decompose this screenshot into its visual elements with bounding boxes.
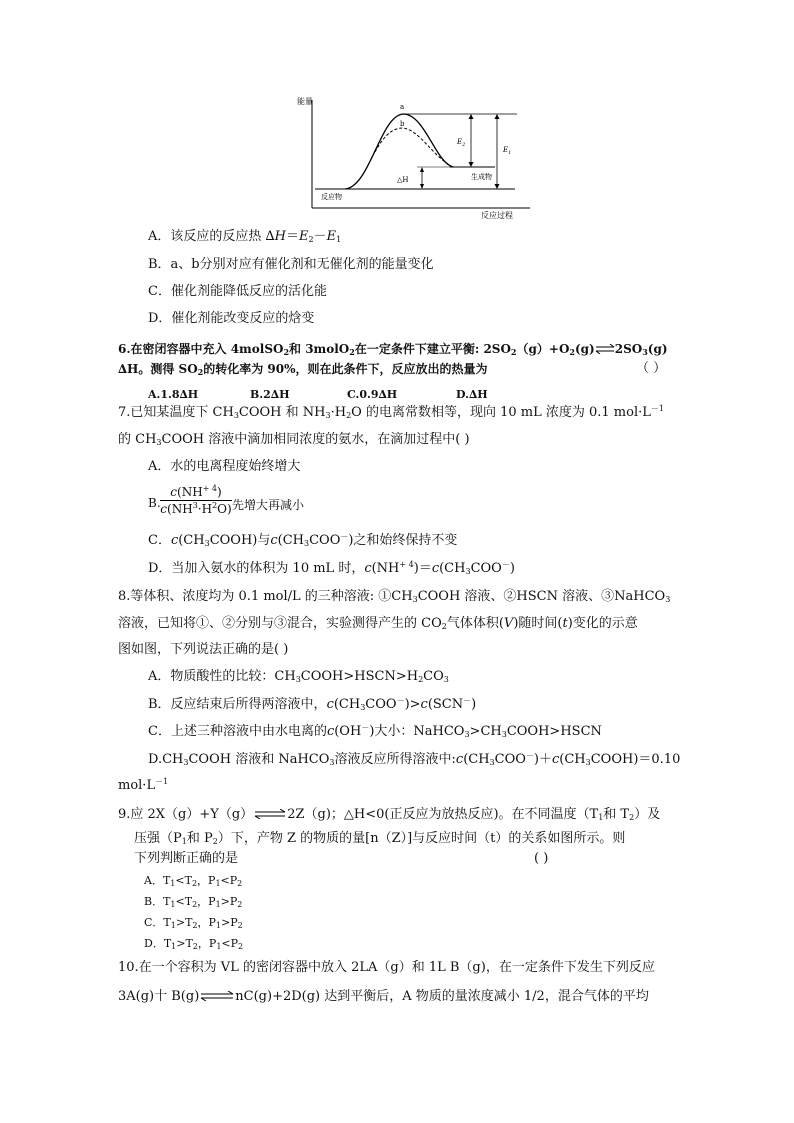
q7-stem-line2: 的 $CH_3COOH$ 溶液中滴加相同浓度的氨水，在滴加过程中( ) [118,432,470,447]
q9-option-b: B．$T_1<T_2$，$P_1>P_2$ [144,895,243,909]
e2-arrow-head-top [469,114,474,119]
q9-answer-paren: ( ) [534,851,549,866]
q10-stem-line2: 3A(g)十 B(g) nC(g)+2D(g) 达到平衡后，A 物质的量浓度减小 1/2，混合气体的平均 [118,989,649,1004]
q6-answer-paren: （ ） [636,361,667,376]
e2-arrow-head-bottom [469,162,474,167]
energy-diagram [285,92,545,222]
q9-option-c: C．$T_1>T_2$，$P_1>P_2$ [144,916,243,930]
q7-option-a: A．水的电离程度始终增大 [148,459,301,474]
q8-option-d: $D.CH_3COOH$ 溶液和 NaHCO$_3$溶液反应所得溶液中$:c(CH_3COO^-)+c(CH_3COOH)=0.10$ [148,751,681,767]
q6-option-d: D.∆H [456,388,488,401]
q8-stem-line1: 8.等体积、浓度均为 0.1 mol/L 的三种溶液: $①CH_3COOH$ 溶液、②HSCN 溶液、③NaHCO$_3$ [118,589,671,604]
q7-stem-line1: 7.已知某温度下 $CH_3COOH$ 和 $NH_3\cdot H_2O$ 的电离常数相等，现向 10 mL 浓度为 0.1 $mol\cdot L^{-1}$ [118,404,664,420]
dh-label: △H [397,176,409,184]
q9-stem-line1: 9.应 2X（g）+Y（g） 2Z（g)；△H<0(正反应为放热反应)。在不同温度（$T_1$和 $T_2$）及 [118,807,661,822]
x-axis-label: 反应过程 [481,211,513,220]
q8-stem-line2: 溶液，已知将①、②分别与③混合，实验测得产生的 $CO_2$气体体积(V)随时间(t)变化的示意 [118,616,638,631]
y-axis-label-1: 能量 [297,97,313,106]
q9-option-a: A．$T_1<T_2$，$P_1<P_2$ [144,874,243,888]
q8-option-d-line2: $mol\cdot L^{-1}$ [118,777,169,793]
q6-stem-line1: 6.在密闭容器中充入 4molSO$_2$和 3molO$_2$在一定条件下建立平衡: $2SO_2(g)+O_2(g)$ $2SO_3(g)$ [118,342,668,357]
q5-option-a: A．该反应的反应热 $\Delta H=E_2-E_1$ [148,229,342,244]
reactant-label: 反应物 [321,193,342,201]
q9-stem-line2: 压强（$P_1$和 $P_2$）下，产物 Z 的物质的量[n（Z）]与反应时间（t）的关系如图所示。则 [134,831,626,846]
e2-label: $E_2$ [457,138,466,148]
q6-option-b: B.2∆H [250,388,290,401]
q8-option-c: C．上述三种溶液中由水电离的c(OH－)大小：$NaHCO_3>CH_3COOH>HSCN$ [148,723,602,739]
q5-option-d: D．催化剂能改变反应的焓变 [148,311,315,326]
q6-option-a: A.1.8∆H [148,388,199,401]
dh-arrow-head-bottom [420,184,424,189]
product-label: 生成物 [471,173,492,181]
equilibrium-arrow-icon [595,341,615,351]
equilibrium-arrow-icon [253,807,287,817]
q8-stem-line3: 图如图，下列说法正确的是( ) [118,642,289,657]
e1-label: $E_1$ [503,146,512,156]
q5-option-b: B．a、b分别对应有催化剂和无催化剂的能量变化 [148,257,434,272]
q8-option-a: A．物质酸性的比较：$CH_3COOH>HSCN>H_2CO_3$ [148,669,449,684]
q7-option-c: C．$c(CH_3COOH)$与$c(CH_3COO^-)$之和始终保持不变 [148,532,458,548]
e1-arrow-head-top [495,114,500,119]
q5-option-c: C．催化剂能降低反应的活化能 [148,284,327,299]
q9-option-d: D．$T_1>T_2$，$P_1<P_2$ [144,937,244,951]
dh-arrow-head-top [420,167,424,172]
curve-b [375,128,453,167]
q9-stem-line3: 下列判断正确的是 [134,851,239,866]
e1-arrow-head-bottom [495,184,500,189]
q6-option-c: C.0.9∆H [347,388,398,401]
q10-stem-line1: 10.在一个容积为 VL 的密闭容器中放入 2LA（g）和 1L B（g)，在一定条件下发生下列反应 [118,960,655,975]
curve-b-label: b [400,120,405,128]
q7-option-d: D．当加入氨水的体积为 10 mL 时，$c(NH^{+ 4})=c(CH_3COO^-)$ [148,560,515,576]
q8-option-b: B．反应结束后所得两溶液中，$c(CH_3COO^-)>c(SCN^-)$ [148,696,477,712]
curve-a-label: a [400,103,405,111]
q6-stem-line2: ∆H。测得 $SO_2$的转化率为 90%，则在此条件下，反应放出的热量为 [118,362,488,377]
fraction: $c(NH^{+ 4})$ $c(NH^3\cdot H^2O)$ [160,484,232,516]
equilibrium-arrow-icon [199,989,235,999]
